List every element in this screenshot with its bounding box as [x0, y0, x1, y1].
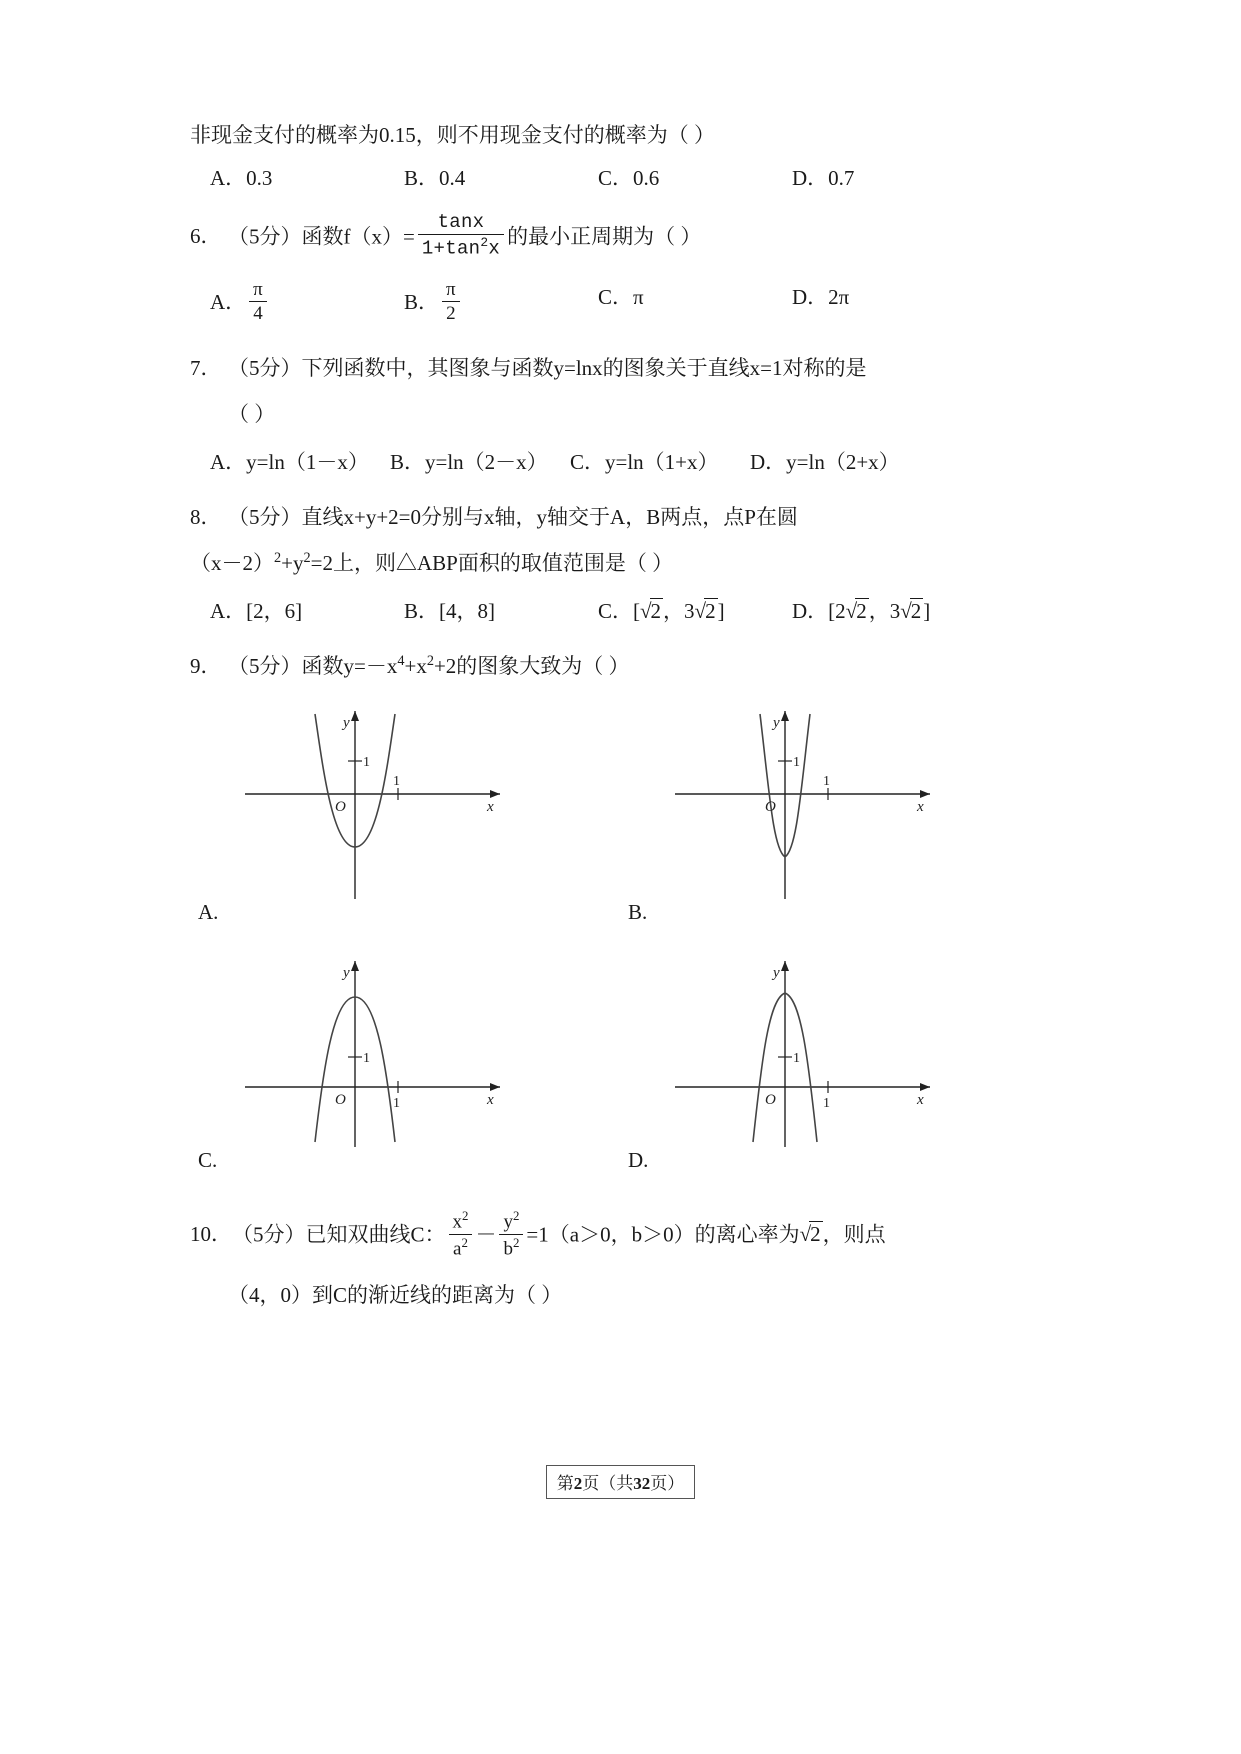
svg-text:O: O	[335, 1091, 346, 1108]
q9-score: （5分）	[228, 654, 302, 679]
q8-stem2-c: =2上，则△ABP面积的取值范围是（ ）	[310, 550, 674, 575]
sqrt-icon: √2	[640, 599, 662, 624]
q9-stem-sup1: 4	[397, 653, 405, 670]
graph-a-svg	[235, 699, 535, 914]
q9-number: 9．	[190, 654, 222, 679]
q6-option-a[interactable]: A． $\frac{\pi}{4}$	[210, 281, 404, 328]
svg-text:1: 1	[393, 773, 400, 789]
q10-stem-line2: （4，0）到C的渐近线的距离为（ ）	[228, 1283, 563, 1308]
sqrt-icon: √2	[845, 599, 867, 624]
question-9	[190, 651, 1050, 1177]
q10-number: 10．	[190, 1222, 232, 1247]
footer-page-number: 2	[573, 1474, 583, 1493]
q8-option-a[interactable]: A．[2，6]	[210, 599, 303, 624]
q8-stem2-sup1: 2	[274, 549, 282, 566]
q6-option-d[interactable]: D．2π	[792, 284, 850, 309]
svg-text:x: x	[487, 798, 494, 815]
q9-graph-c[interactable]	[190, 947, 620, 1177]
graph-row-top	[190, 699, 1050, 929]
q5-option-a[interactable]: A．0.3	[210, 165, 273, 190]
q5-option-d[interactable]: D．0.7	[792, 165, 855, 190]
q8-stem2-a: （x－2）	[190, 550, 274, 575]
q5-option-c[interactable]: C．0.6	[598, 165, 660, 190]
q8-option-d[interactable]: D．[2√2，3√2]	[792, 599, 931, 624]
q6-option-b[interactable]: B． $\frac{\pi}{2}$	[404, 281, 598, 328]
svg-text:1: 1	[823, 1095, 830, 1111]
q10-fraction-1: $\frac{x^2}{a^2}$	[449, 1209, 473, 1260]
footer-middle: 页（共	[582, 1474, 634, 1493]
q9-graph-d-label: D.	[628, 1147, 649, 1172]
footer-suffix: 页）	[650, 1474, 685, 1493]
q8-number: 8．	[190, 505, 222, 530]
q6-option-c[interactable]: C．π	[598, 284, 644, 309]
q6-option-b-fraction: $\frac{\pi}{2}$	[442, 279, 460, 326]
graph-d-svg	[665, 947, 965, 1162]
q9-graph-b-label: B.	[628, 899, 648, 924]
question-5	[190, 120, 1050, 192]
svg-text:1: 1	[793, 754, 800, 770]
svg-text:O: O	[335, 798, 346, 815]
graph-c-svg	[235, 947, 535, 1162]
q8-option-c[interactable]: C．[√2，3√2]	[598, 599, 725, 624]
svg-text:1: 1	[363, 754, 370, 770]
q9-stem-b: +x	[404, 654, 427, 679]
svg-text:y: y	[773, 964, 780, 981]
q6-option-a-fraction: $\frac{\pi}{4}$	[249, 279, 267, 326]
q9-graph-d[interactable]	[620, 947, 1050, 1177]
q7-options	[190, 446, 1050, 476]
svg-text:x: x	[917, 798, 924, 815]
q8-score: （5分）	[228, 505, 302, 530]
q8-stem2-sup2: 2	[303, 549, 311, 566]
q5-options	[190, 162, 1050, 192]
question-10	[190, 1207, 1050, 1312]
q7-option-d[interactable]: D．y=ln（2+x）	[750, 450, 900, 475]
q7-stem-line1	[190, 353, 1050, 385]
q9-stem-sup2: 2	[426, 653, 434, 670]
q7-stem-line2: （ ）	[228, 401, 276, 426]
svg-text:1: 1	[363, 1050, 370, 1066]
page-number-box	[546, 1465, 696, 1499]
svg-text:x: x	[487, 1091, 494, 1108]
q7-stem-text: 下列函数中，其图象与函数y=lnx的图象关于直线x=1对称的是	[301, 356, 867, 381]
q5-option-b[interactable]: B．0.4	[404, 165, 466, 190]
q6-frac-denominator: $1+\tan^2x$	[421, 235, 501, 260]
q8-options	[190, 595, 1050, 625]
svg-text:1: 1	[393, 1095, 400, 1111]
q10-stem-b: =1（a＞0，b＞0）的离心率为	[526, 1222, 800, 1247]
q6-number: 6．	[190, 223, 222, 248]
svg-text:1: 1	[793, 1050, 800, 1066]
q5-stem: 非现金支付的概率为0.15，则不用现金支付的概率为（ ）	[190, 123, 715, 147]
q7-option-b[interactable]: B．y=ln（2－x）	[390, 450, 548, 475]
q9-stem-c: +2的图象大致为（ ）	[433, 654, 630, 679]
svg-text:O: O	[765, 798, 776, 815]
svg-text:y: y	[343, 964, 350, 981]
question-7	[190, 353, 1050, 476]
sqrt-icon: √2	[799, 1222, 821, 1247]
footer-prefix: 第	[556, 1474, 574, 1493]
graph-row-bottom	[190, 947, 1050, 1177]
svg-text:x: x	[917, 1091, 924, 1108]
sqrt-icon: √2	[900, 599, 922, 624]
graph-b-svg	[665, 699, 965, 914]
q7-option-a[interactable]: A．y=ln（1－x）	[210, 450, 369, 475]
q10-stem-a: 已知双曲线C：	[305, 1222, 446, 1247]
svg-text:y: y	[343, 714, 350, 731]
page-footer	[0, 1465, 1241, 1499]
q8-stem-line1	[190, 502, 1050, 534]
sqrt-icon: √2	[694, 599, 716, 624]
question-6	[190, 210, 1050, 328]
question-8	[190, 502, 1050, 625]
q10-fraction-2: $\frac{y^2}{b^2}$	[499, 1209, 523, 1260]
page-content	[190, 120, 1050, 1334]
q10-minus: －	[475, 1222, 497, 1247]
q10-score: （5分）	[232, 1222, 306, 1247]
q7-option-c[interactable]: C．y=ln（1+x）	[570, 450, 719, 475]
q6-stem-a: 函数f（x）=	[301, 223, 415, 248]
q9-stem	[190, 651, 1050, 683]
q7-score: （5分）	[228, 356, 302, 381]
q9-graph-a[interactable]	[190, 699, 620, 929]
q8-stem2-b: +y	[281, 550, 304, 575]
q8-option-b[interactable]: B．[4，8]	[404, 599, 495, 624]
q9-graph-b[interactable]	[620, 699, 1050, 929]
q9-graph-a-label: A.	[198, 899, 219, 924]
q10-stem-c: ，则点	[822, 1222, 886, 1247]
q9-graph-grid	[190, 699, 1050, 1177]
q6-options	[190, 278, 1050, 328]
footer-total-pages: 32	[633, 1474, 651, 1493]
svg-text:O: O	[765, 1091, 776, 1108]
q7-number: 7．	[190, 356, 222, 381]
q9-stem-a: 函数y=－x	[301, 654, 398, 679]
q6-score: （5分）	[228, 223, 302, 248]
q6-stem	[190, 210, 1050, 263]
q10-stem-line1	[190, 1207, 1050, 1262]
q8-stem-text: 直线x+y+2=0分别与x轴，y轴交于A，B两点，点P在圆	[301, 505, 798, 530]
q8-stem-line2	[190, 548, 1050, 580]
q6-stem-b: 的最小正周期为（ ）	[507, 223, 702, 248]
q9-graph-c-label: C.	[198, 1147, 218, 1172]
svg-text:y: y	[773, 714, 780, 731]
q6-frac-numerator: tanx	[418, 212, 504, 236]
q6-fraction	[418, 212, 504, 261]
svg-text:1: 1	[823, 773, 830, 789]
